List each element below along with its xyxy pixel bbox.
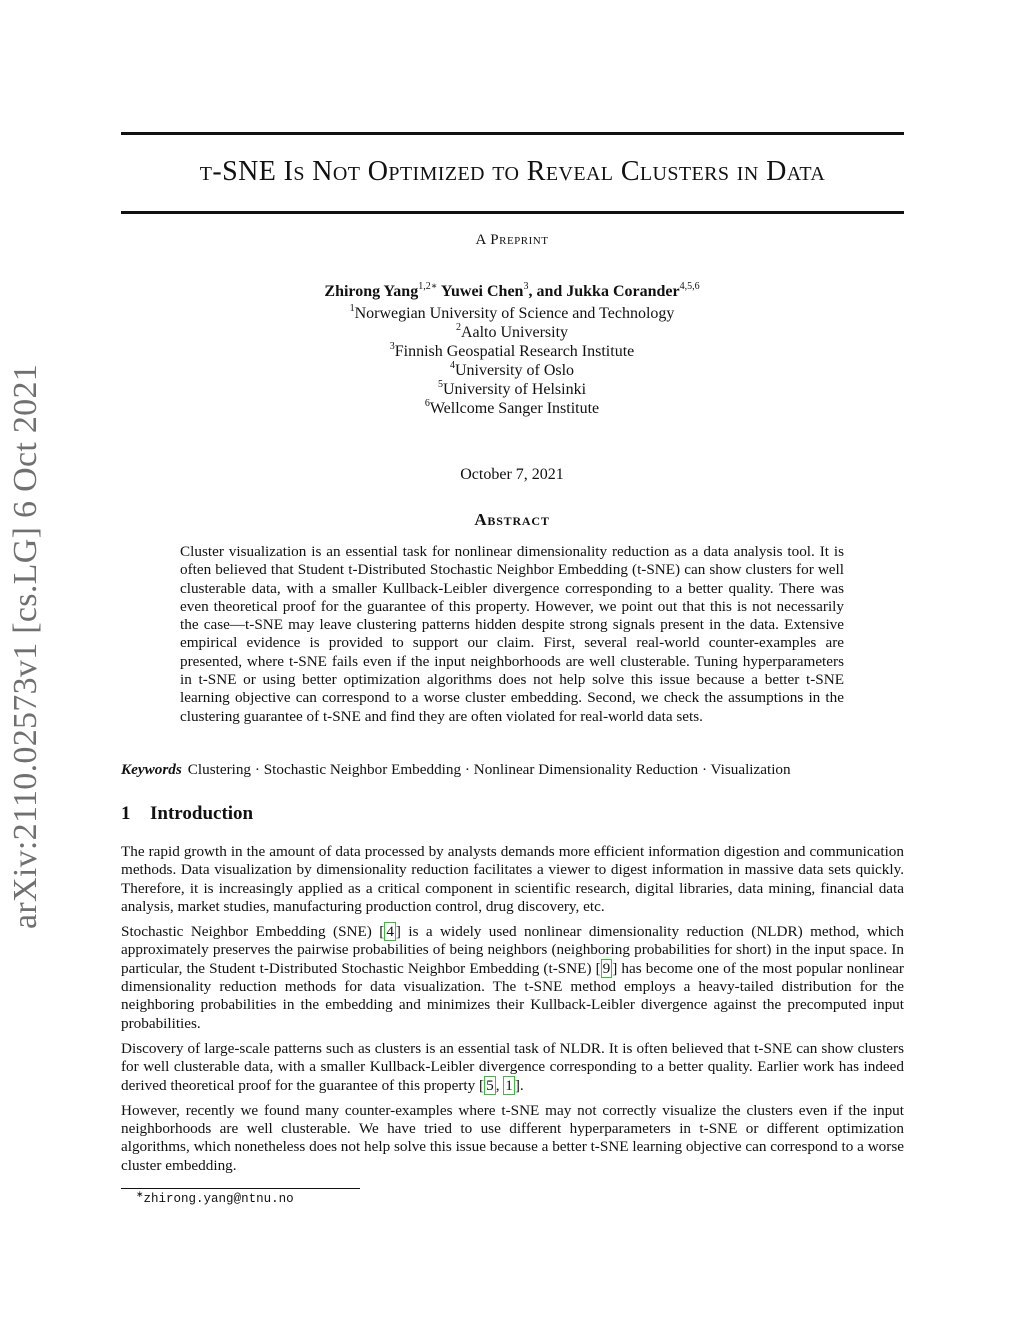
affiliation xyxy=(0,399,1024,418)
affiliation xyxy=(0,361,1024,380)
footnote xyxy=(136,1189,294,1206)
paragraph xyxy=(121,1040,904,1095)
abstract-heading: Abstract xyxy=(474,510,550,529)
footnote-rule xyxy=(121,1188,360,1189)
paragraph-text: ] has become one of the most popular nonlinear dimensionality reduction methods for data visualization. The t-SNE method employs a heavy-tailed distribution for the neighboring probabilities in the embedding and minimizes their Kullback-Leibler divergence against the precomputed input probabilities. xyxy=(121,959,904,1032)
keyword: Clustering xyxy=(187,761,252,778)
section-number: 1 xyxy=(121,803,131,824)
citation-link[interactable]: 5 xyxy=(486,1076,494,1094)
affiliation xyxy=(0,323,1024,342)
arxiv-identifier: arXiv:2110.02573v1 [cs.LG] 6 Oct 2021 xyxy=(7,363,44,929)
paragraph-text: ]. xyxy=(514,1076,524,1094)
preprint-label: A Preprint xyxy=(475,232,549,248)
paper-title: t-SNE Is Not Optimized to Reveal Clusters in Data xyxy=(199,156,826,187)
affiliation-name: Aalto University xyxy=(460,324,569,341)
affiliation-name: Wellcome Sanger Institute xyxy=(429,400,600,417)
keyword-separator: · xyxy=(461,761,474,778)
affiliation-number: 1 xyxy=(349,303,355,314)
author-footnote-mark: ∗ xyxy=(430,281,438,292)
publication-date: October 7, 2021 xyxy=(460,466,564,483)
affiliation-number: 4 xyxy=(449,360,455,371)
keywords-label: Keywords xyxy=(121,761,182,778)
title-bottom-rule xyxy=(121,211,904,214)
paragraph-text: Discovery of large-scale patterns such as clusters is an essential task of NLDR. It is often believed that t-SNE can show clusters for well clusterable data, with a smaller Kullback-Leibler divergence corresponding to a better quality. Earlier work has indeed derived theoretical proof for the guarantee of this property [ xyxy=(121,1039,904,1094)
keyword-separator: · xyxy=(698,761,711,778)
affiliation-number: 2 xyxy=(455,322,461,333)
affiliation-name: University of Helsinki xyxy=(442,381,587,398)
citation-link[interactable]: 4 xyxy=(386,923,394,941)
paragraph-text: The rapid growth in the amount of data processed by analysts demands more efficient information digestion and communication methods. Data visualization by dimensionality reduction facilitates a viewer to digest information in massive data sets quickly. Therefore, it is increasingly applied as a critical component in scientific research, digital libraries, data mining, financial data analysis, market studies, manufacturing production control, drug discovery, etc. xyxy=(121,843,904,915)
affiliation-number: 6 xyxy=(424,398,430,409)
paragraph-text: , xyxy=(495,1076,504,1094)
footnote-email: zhirong.yang@ntnu.no xyxy=(143,1192,294,1206)
author-list xyxy=(0,283,1024,301)
paragraph-text: Stochastic Neighbor Embedding (SNE) [ xyxy=(121,923,385,941)
author-affiliation-marks: 1,2 xyxy=(418,281,431,292)
affiliation-name: Finnish Geospatial Research Institute xyxy=(394,343,635,360)
keyword: Nonlinear Dimensionality Reduction xyxy=(473,761,699,778)
footnote-mark: ∗ xyxy=(136,1189,144,1199)
affiliation xyxy=(0,380,1024,399)
author-affiliation-marks: 3 xyxy=(523,281,529,292)
keyword-separator: · xyxy=(251,761,264,778)
affiliation-list xyxy=(0,304,1024,418)
citation-link[interactable]: 9 xyxy=(602,959,611,977)
paragraph xyxy=(121,843,904,916)
keywords-list xyxy=(188,761,791,778)
paragraph xyxy=(121,1102,904,1175)
title-top-rule xyxy=(121,132,904,135)
affiliation xyxy=(0,304,1024,323)
affiliation-name: University of Oslo xyxy=(454,362,575,379)
paragraph xyxy=(121,923,904,1033)
author-separator: , and xyxy=(528,283,567,300)
affiliation xyxy=(0,342,1024,361)
section-heading xyxy=(121,803,253,825)
section-title: Introduction xyxy=(150,803,254,824)
affiliation-number: 3 xyxy=(389,341,395,352)
author-name: Yuwei Chen xyxy=(440,283,524,300)
affiliation-number: 5 xyxy=(437,379,443,390)
paragraph-text: However, recently we found many counter-examples where t-SNE may not correctly visualize the clusters even if the input neighborhoods are well clusterable. We have tried to use different hyperparameters in t-SNE or different optimization algorithms, which nonetheless does not help solve this issue because a better t-SNE learning objective can correspond to a worse cluster embedding. xyxy=(121,1101,904,1174)
introduction-body xyxy=(121,843,904,1182)
author-name: Jukka Corander xyxy=(566,283,680,300)
keyword: Stochastic Neighbor Embedding xyxy=(263,761,462,778)
abstract-text: Cluster visualization is an essential task for nonlinear dimensionality reduction as a data analysis tool. It is often believed that Student t-Distributed Stochastic Neighbor Embedding (t-SNE) can show clusters for well clusterable data, with a smaller Kullback-Leibler divergence corresponding to a better quality. There was even theoretical proof for the guarantee of this property. However, we point out that this is not necessarily the case—t-SNE may leave clustering patterns hidden despite strong signals present in the data. Extensive empirical evidence is provided to support our claim. First, several real-world counter-examples are presented, where t-SNE fails even if the input neighborhoods are well clusterable. Tuning hyperparameters in t-SNE or using better optimization algorithms does not help solve this issue because a better t-SNE learning objective can correspond to a worse cluster embedding. Second, we check the assumptions in the clustering guarantee of t-SNE and find they are often violated for real-world data sets. xyxy=(180,543,844,725)
keyword: Visualization xyxy=(710,761,791,778)
author-name: Zhirong Yang xyxy=(324,283,419,300)
author-affiliation-marks: 4,5,6 xyxy=(679,281,700,292)
citation-link[interactable]: 1 xyxy=(505,1076,513,1094)
affiliation-name: Norwegian University of Science and Technology xyxy=(354,305,675,322)
keywords-line xyxy=(121,760,904,779)
paragraph-text: ] is a widely used nonlinear dimensionality reduction (NLDR) method, which approximately preserves the pairwise probabilities of being neighbors (neighboring probabilities for short) in the input space. In particular, the Student t-Distributed Stochastic Neighbor Embedding (t-SNE) [ xyxy=(121,923,904,977)
